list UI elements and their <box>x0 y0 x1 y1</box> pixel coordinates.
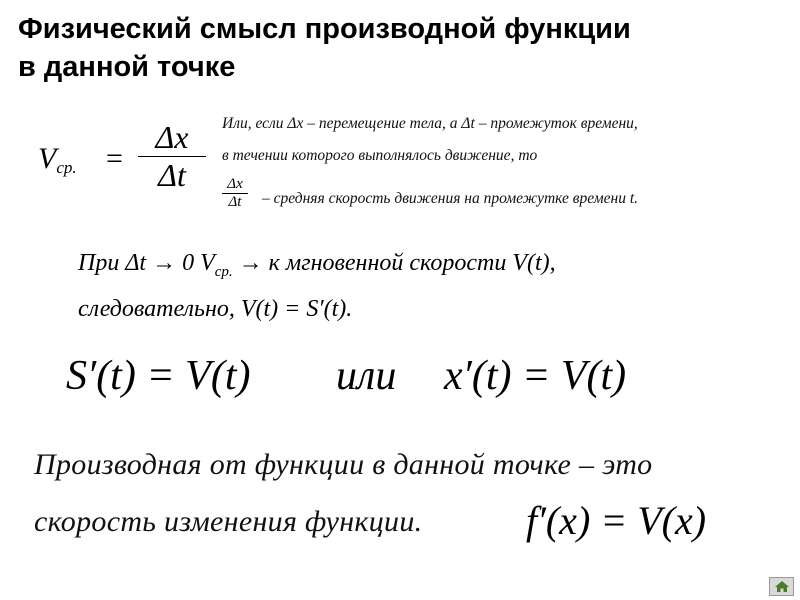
slide-title <box>18 10 788 86</box>
fraction-numerator: Δx <box>155 119 189 155</box>
slide-title-line-1: Физический смысл производной функции <box>18 13 631 45</box>
explanation-fraction-numerator: Δx <box>227 176 243 192</box>
velocity-subscript: ср. <box>56 158 77 177</box>
coordinate-derivative-formula: x′(t) = V(t) <box>444 353 627 399</box>
fraction-denominator: Δt <box>158 156 186 193</box>
explanation-line-1: Или, если Δx – перемещение тела, а Δt – промежуток времени, <box>222 115 638 132</box>
function-derivative-formula: f′(x) = V(x) <box>526 498 707 543</box>
conclusion-line-2: скорость изменения функции. <box>34 505 423 538</box>
explanation-fraction <box>222 176 248 212</box>
limit-text-start: При Δt → 0 V <box>78 250 215 276</box>
equals-sign: = <box>106 142 123 175</box>
limit-statement <box>78 250 556 281</box>
explanation-line-3: – средняя скорость движения на промежутке времени t. <box>262 190 638 207</box>
velocity-letter: V <box>38 142 57 175</box>
home-button[interactable] <box>769 577 794 596</box>
delta-fraction <box>138 119 206 194</box>
slide-title-line-2: в данной точке <box>18 51 236 83</box>
consequence-statement: следовательно, V(t) = S′(t). <box>78 296 353 322</box>
home-icon <box>774 580 790 593</box>
or-connector: или <box>336 353 397 399</box>
explanation-fraction-denominator: Δt <box>228 194 242 211</box>
limit-text-end: → к мгновенной скорости V(t), <box>232 250 556 276</box>
conclusion-line-1: Производная от функции в данной точке – это <box>34 448 653 481</box>
displacement-derivative-formula: S′(t) = V(t) <box>66 353 251 399</box>
limit-subscript: ср. <box>214 263 233 280</box>
explanation-line-2: в течении которого выполнялось движение, то <box>222 147 538 164</box>
velocity-symbol <box>38 142 77 178</box>
